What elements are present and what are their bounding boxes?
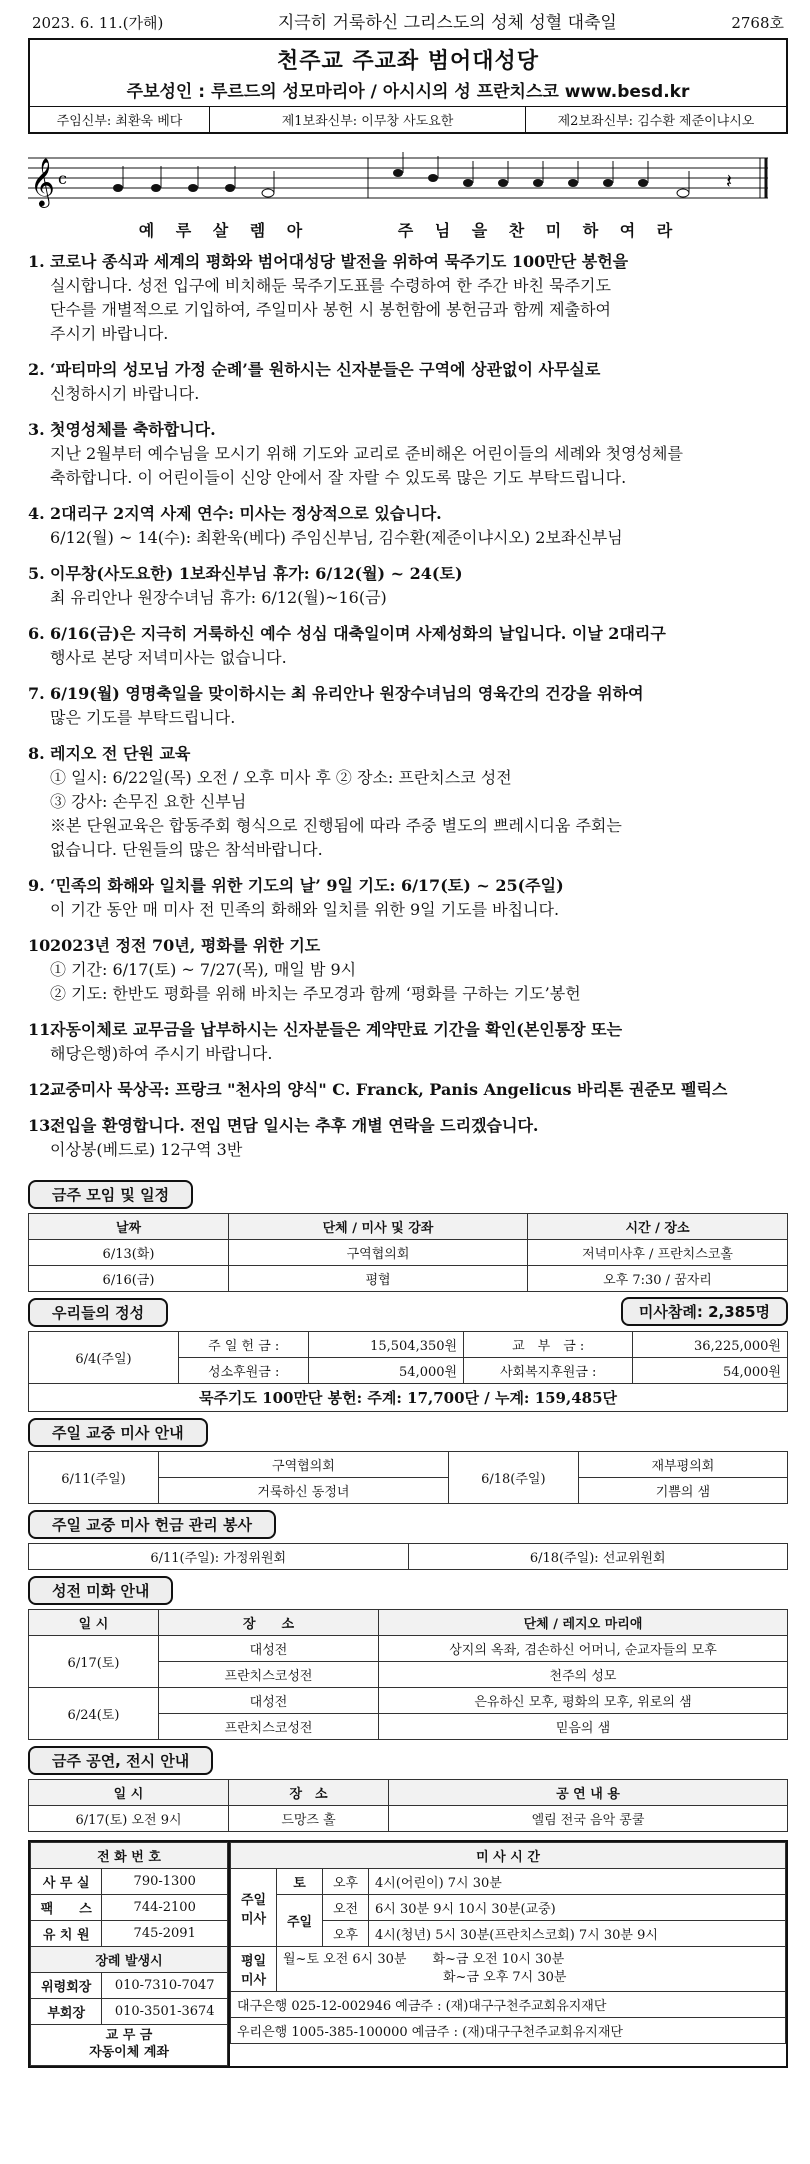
music-staff bbox=[28, 144, 788, 214]
offering-date: 6/4(주일) bbox=[29, 1332, 179, 1384]
notice-text: ③ 강사: 손무진 요한 신부님 bbox=[50, 792, 247, 811]
lyric: 살 bbox=[212, 221, 229, 240]
attendance-value: 2,385명 bbox=[708, 1303, 770, 1321]
cell: 부회장 bbox=[31, 1999, 102, 2025]
cell: 팩 스 bbox=[31, 1895, 102, 1921]
schedule-section bbox=[28, 1174, 788, 1292]
cell: 평일 미사 bbox=[231, 1947, 277, 1992]
cell: 기쁨의 샘 bbox=[578, 1478, 787, 1504]
notice-text: 2023년 정전 70년, 평화를 위한 기도 bbox=[50, 936, 321, 955]
section-title: 금주 공연, 전시 안내 bbox=[28, 1746, 213, 1775]
notice-number: 1. bbox=[28, 252, 45, 271]
section-title: 주일 교중 미사 헌금 관리 봉사 bbox=[28, 1510, 276, 1539]
cell: 토 bbox=[277, 1869, 323, 1895]
notice-text: 전입을 환영합니다. 전입 면담 일시는 추후 개별 연락을 드리겠습니다. bbox=[50, 1116, 539, 1135]
svg-text:c: c bbox=[58, 169, 67, 188]
lyric: 미 bbox=[545, 221, 562, 240]
priests bbox=[30, 106, 786, 132]
bulletin bbox=[28, 0, 788, 2068]
header-cell: 단체 / 레지오 마리애 bbox=[379, 1610, 788, 1636]
notice-number: 7. bbox=[28, 684, 45, 703]
header-cell: 날짜 bbox=[29, 1214, 229, 1240]
title-box bbox=[28, 40, 788, 134]
mass-times bbox=[230, 1842, 786, 2066]
lyric: 을 bbox=[471, 221, 488, 240]
cell: 4시(청년) 5시 30분(프란치스코회) 7시 30분 9시 bbox=[369, 1921, 786, 1947]
notice-text: 2대리구 2지역 사제 연수: 미사는 정상적으로 있습니다. bbox=[50, 504, 442, 523]
mass-times-title: 미 사 시 간 bbox=[231, 1843, 786, 1869]
assistant-1: 제1보좌신부: 이무창 사도요한 bbox=[210, 107, 526, 132]
cell: 오후 bbox=[323, 1869, 369, 1895]
cell: 주일 bbox=[277, 1895, 323, 1947]
cell: 성소후원금 : bbox=[179, 1358, 309, 1384]
cell: 790-1300 bbox=[102, 1869, 228, 1895]
notice-text: ① 기간: 6/17(토) ~ 7/27(목), 매일 밤 9시 bbox=[50, 960, 357, 979]
cell: 평협 bbox=[229, 1266, 528, 1292]
feast-title: 지극히 거룩하신 그리스도의 성체 성혈 대축일 bbox=[277, 13, 617, 33]
notice-item bbox=[28, 934, 788, 1006]
notice-text: 첫영성체를 축하합니다. bbox=[50, 420, 216, 439]
notice-number: 9. bbox=[28, 876, 45, 895]
lyric bbox=[350, 218, 387, 241]
cell: 주 일 헌 금 : bbox=[179, 1332, 309, 1358]
notice-text: ‘민족의 화해와 일치를 위한 기도의 날’ 9일 기도: 6/17(토) ~ 25(주일) bbox=[50, 876, 564, 895]
header-cell: 장 소 bbox=[159, 1610, 379, 1636]
notice-list bbox=[28, 250, 788, 1162]
weekday-times: 월~토 오전 6시 30분 화~금 오전 10시 30분 bbox=[283, 1951, 565, 1967]
mass-guide-table bbox=[28, 1451, 788, 1504]
notice-text: 교중미사 묵상곡: 프랑크 "천사의 양식" C. Franck, Panis Angelicus 바리톤 권준모 펠릭스 bbox=[50, 1080, 728, 1099]
notice-text: 행사로 본당 저녁미사는 없습니다. bbox=[50, 648, 287, 667]
lyric: 하 bbox=[582, 221, 599, 240]
notice-number: 2. bbox=[28, 360, 45, 379]
table-row bbox=[29, 1240, 788, 1266]
cell: 6/18(주일): 선교위원회 bbox=[408, 1544, 788, 1570]
notice-text: 단수를 개별적으로 기입하여, 주일미사 봉헌 시 봉헌함에 봉헌금과 함께 제출하여 bbox=[50, 300, 611, 319]
notice-text: 많은 기도를 부탁드립니다. bbox=[50, 708, 236, 727]
cell: 드망즈 홀 bbox=[229, 1806, 389, 1832]
cell: 6/11(주일): 가정위원회 bbox=[29, 1544, 409, 1570]
cell: 믿음의 샘 bbox=[379, 1714, 788, 1740]
notice-item bbox=[28, 502, 788, 550]
cell: 오전 bbox=[323, 1895, 369, 1921]
notice-text: ※본 단원교육은 합동주회 형식으로 진행됨에 따라 주중 별도의 쁘레시디움 주회는 bbox=[50, 816, 622, 835]
schedule-table bbox=[28, 1213, 788, 1292]
rosary-total: 묵주기도 100만단 봉헌: 주계: 17,700단 / 누계: 159,485단 bbox=[29, 1384, 788, 1412]
notice-text: 주시기 바랍니다. bbox=[50, 324, 169, 343]
rest: 𝄽 bbox=[726, 169, 733, 193]
notice-text: 없습니다. 단원들의 많은 참석바랍니다. bbox=[50, 840, 323, 859]
lyric: 아 bbox=[286, 221, 303, 240]
altar-section bbox=[28, 1570, 788, 1740]
notice-text: 축하합니다. 이 어린이들이 신앙 안에서 잘 자랄 수 있도록 많은 기도 부탁드립니다. bbox=[50, 468, 627, 487]
cell: 재부평의회 bbox=[578, 1452, 787, 1478]
cell: 오후 bbox=[323, 1921, 369, 1947]
notice-text: 6/16(금)은 지극히 거룩하신 예수 성심 대축일이며 사제성화의 날입니다. 이날 2대리구 bbox=[50, 624, 666, 643]
cell: 대성전 bbox=[159, 1688, 379, 1714]
section-title: 주일 교중 미사 안내 bbox=[28, 1418, 208, 1447]
cell: 36,225,000원 bbox=[633, 1332, 788, 1358]
cash-section bbox=[28, 1504, 788, 1570]
assistant-2: 제2보좌신부: 김수환 제준이냐시오 bbox=[557, 114, 755, 129]
cell: 대성전 bbox=[159, 1636, 379, 1662]
lyric: 라 bbox=[656, 221, 673, 240]
cell: 사회복지후원금 : bbox=[464, 1358, 633, 1384]
cell: 6/17(토) bbox=[29, 1636, 159, 1688]
notice-text: 레지오 전 단원 교육 bbox=[50, 744, 191, 763]
mass-guide-section bbox=[28, 1412, 788, 1504]
notice-text: 최 유리안나 원장수녀님 휴가: 6/12(월)~16(금) bbox=[50, 588, 387, 607]
cell: 745-2091 bbox=[102, 1921, 228, 1947]
offering-section bbox=[28, 1292, 788, 1412]
lyric: 주 bbox=[397, 221, 414, 240]
header-cell: 일 시 bbox=[29, 1780, 229, 1806]
notice-number: 6. bbox=[28, 624, 45, 643]
cell: 프란치스코성전 bbox=[159, 1714, 379, 1740]
cell: 구역협의회 bbox=[229, 1240, 528, 1266]
section-title: 금주 모임 및 일정 bbox=[28, 1180, 193, 1209]
notice-text: 이 기간 동안 매 미사 전 민족의 화해와 일치를 위한 9일 기도를 바칩니다. bbox=[50, 900, 560, 919]
notice-item bbox=[28, 358, 788, 406]
cell: 010-3501-3674 bbox=[102, 1999, 228, 2025]
header-cell: 시간 / 장소 bbox=[528, 1214, 788, 1240]
header-cell: 공 연 내 용 bbox=[389, 1780, 788, 1806]
cell: 사 무 실 bbox=[31, 1869, 102, 1895]
lyric: 찬 bbox=[508, 221, 525, 240]
cell: 6/17(토) 오전 9시 bbox=[29, 1806, 229, 1832]
section-title: 우리들의 정성 bbox=[28, 1298, 168, 1327]
cell: 6/18(주일) bbox=[448, 1452, 578, 1504]
cash-table bbox=[28, 1543, 788, 1570]
lyric: 예 bbox=[138, 221, 155, 240]
notice-number: 8. bbox=[28, 744, 45, 763]
notice-number: 3. bbox=[28, 420, 45, 439]
cell: 6/13(화) bbox=[29, 1240, 229, 1266]
issue-number: 2768호 bbox=[731, 14, 784, 32]
cell: 교 부 금 : bbox=[464, 1332, 633, 1358]
bank-account-1: 대구은행 025-12-002946 예금주 : (재)대구구천주교회유지재단 bbox=[231, 1992, 786, 2018]
notice-text: 6/12(월) ~ 14(수): 최환욱(베다) 주임신부님, 김수환(제준이냐시오) 2보좌신부님 bbox=[50, 528, 623, 547]
tithe-label: 교 무 금 bbox=[105, 2028, 153, 2043]
lyric: 님 bbox=[434, 221, 451, 240]
date: 2023. 6. 11.(가해) bbox=[32, 14, 164, 32]
lyric: 렘 bbox=[249, 221, 266, 240]
notice-text: 신청하시기 바랍니다. bbox=[50, 384, 200, 403]
cell: 오후 7:30 / 꿈자리 bbox=[528, 1266, 788, 1292]
notice-text: 6/19(월) 영명축일을 맞이하시는 최 유리안나 원장수녀님의 영육간의 건강을 위하여 bbox=[50, 684, 644, 703]
cell: 6/24(토) bbox=[29, 1688, 159, 1740]
top-bar bbox=[28, 0, 788, 40]
contacts bbox=[30, 1842, 230, 2066]
notice-text: 이상봉(베드로) 12구역 3반 bbox=[50, 1140, 243, 1159]
cell: 주일 미사 bbox=[231, 1869, 277, 1947]
notice-text: 코로나 종식과 세계의 평화와 범어대성당 발전을 위하여 묵주기도 100만단 봉헌을 bbox=[50, 252, 629, 271]
notice-item bbox=[28, 562, 788, 610]
table-row bbox=[29, 1266, 788, 1292]
header-cell: 일 시 bbox=[29, 1610, 159, 1636]
pastor: 주임신부: 최환욱 베다 bbox=[30, 107, 210, 132]
lyric: 여 bbox=[619, 221, 636, 240]
notice-item bbox=[28, 742, 788, 862]
notice-number: 10. bbox=[28, 936, 56, 955]
lyric bbox=[313, 218, 350, 241]
notice-number: 5. bbox=[28, 564, 45, 583]
cell: 유 치 원 bbox=[31, 1921, 102, 1947]
cell: 은유하신 모후, 평화의 모후, 위로의 샘 bbox=[379, 1688, 788, 1714]
cell: 저녁미사후 / 프란치스코홀 bbox=[528, 1240, 788, 1266]
notice-text: ‘파티마의 성모님 가정 순례’를 원하시는 신자분들은 구역에 상관없이 사무실로 bbox=[50, 360, 601, 379]
altar-table bbox=[28, 1609, 788, 1740]
attendance-badge bbox=[621, 1297, 788, 1326]
attendance-label: 미사참례: bbox=[638, 1303, 703, 1321]
church-name: 천주교 주교좌 범어대성당 bbox=[276, 49, 540, 74]
cell: 엘림 전국 음악 콩쿨 bbox=[389, 1806, 788, 1832]
notice-text: ② 기도: 한반도 평화를 위해 바치는 주모경과 함께 ‘평화를 구하는 기도’봉헌 bbox=[50, 984, 581, 1003]
notice-item bbox=[28, 250, 788, 346]
cell: 54,000원 bbox=[633, 1358, 788, 1384]
notice-item bbox=[28, 418, 788, 490]
cell: 010-7310-7047 bbox=[102, 1973, 228, 1999]
notice-item bbox=[28, 682, 788, 730]
cell: 구역협의회 bbox=[159, 1452, 449, 1478]
notice-text: 실시합니다. 성전 입구에 비치해둔 묵주기도표를 수령하여 한 주간 바친 묵주기도 bbox=[50, 276, 611, 295]
notice-item bbox=[28, 1078, 788, 1102]
cell: 천주의 성모 bbox=[379, 1662, 788, 1688]
cell: 744-2100 bbox=[102, 1895, 228, 1921]
cell: 15,504,350원 bbox=[309, 1332, 464, 1358]
treble-clef: 𝄞 bbox=[30, 157, 55, 206]
notice-item bbox=[28, 1114, 788, 1162]
hymn-staff bbox=[28, 144, 788, 244]
cell: 위령회장 bbox=[31, 1973, 102, 1999]
header-cell: 장 소 bbox=[229, 1780, 389, 1806]
cell: 6/11(주일) bbox=[29, 1452, 159, 1504]
concert-table bbox=[28, 1779, 788, 1832]
tithe-sub: 자동이체 계좌 bbox=[89, 2044, 169, 2060]
cell: 상지의 옥좌, 겸손하신 어머니, 순교자들의 모후 bbox=[379, 1636, 788, 1662]
patrons: 주보성인 : 루르드의 성모마리아 / 아시시의 성 프란치스코 www.besd.kr bbox=[126, 82, 690, 102]
lyric: 루 bbox=[175, 221, 192, 240]
notice-item bbox=[28, 1018, 788, 1066]
cell: 6/16(금) bbox=[29, 1266, 229, 1292]
notice-number: 13. bbox=[28, 1116, 56, 1135]
notes bbox=[113, 152, 689, 197]
notice-text: ① 일시: 6/22일(목) 오전 / 오후 미사 후 ② 장소: 프란치스코 성전 bbox=[50, 768, 512, 787]
section-title: 성전 미화 안내 bbox=[28, 1576, 173, 1605]
concert-section bbox=[28, 1740, 788, 1832]
hymn-lyrics bbox=[28, 218, 788, 241]
notice-text: 해당은행)하여 주시기 바랍니다. bbox=[50, 1044, 273, 1063]
info-footer bbox=[28, 1840, 788, 2068]
cell: 6시 30분 9시 10시 30분(교중) bbox=[369, 1895, 786, 1921]
contacts-title: 전 화 번 호 bbox=[31, 1843, 228, 1869]
offering-table bbox=[28, 1331, 788, 1412]
notice-number: 4. bbox=[28, 504, 45, 523]
cell: 54,000원 bbox=[309, 1358, 464, 1384]
notice-text: 이무창(사도요한) 1보좌신부님 휴가: 6/12(월) ~ 24(토) bbox=[50, 564, 463, 583]
header-cell: 단체 / 미사 및 강좌 bbox=[229, 1214, 528, 1240]
cell: 거룩하신 동정녀 bbox=[159, 1478, 449, 1504]
offering-header bbox=[28, 1292, 788, 1331]
notice-number: 12. bbox=[28, 1080, 56, 1099]
notice-number: 11. bbox=[28, 1020, 56, 1039]
funeral-title: 장례 발생시 bbox=[31, 1947, 228, 1973]
cell: 프란치스코성전 bbox=[159, 1662, 379, 1688]
notice-item bbox=[28, 874, 788, 922]
notice-item bbox=[28, 622, 788, 670]
bank-account-2: 우리은행 1005-385-100000 예금주 : (재)대구구천주교회유지재단 bbox=[231, 2018, 786, 2044]
cell: 4시(어린이) 7시 30분 bbox=[369, 1869, 786, 1895]
weekday-times-2: 화~금 오후 7시 30분 bbox=[443, 1970, 567, 1985]
notice-text: 자동이체로 교무금을 납부하시는 신자분들은 계약만료 기간을 확인(본인통장 또는 bbox=[50, 1020, 623, 1039]
notice-text: 지난 2월부터 예수님을 모시기 위해 기도와 교리로 준비해온 어린이들의 세례와 첫영성체를 bbox=[50, 444, 683, 463]
